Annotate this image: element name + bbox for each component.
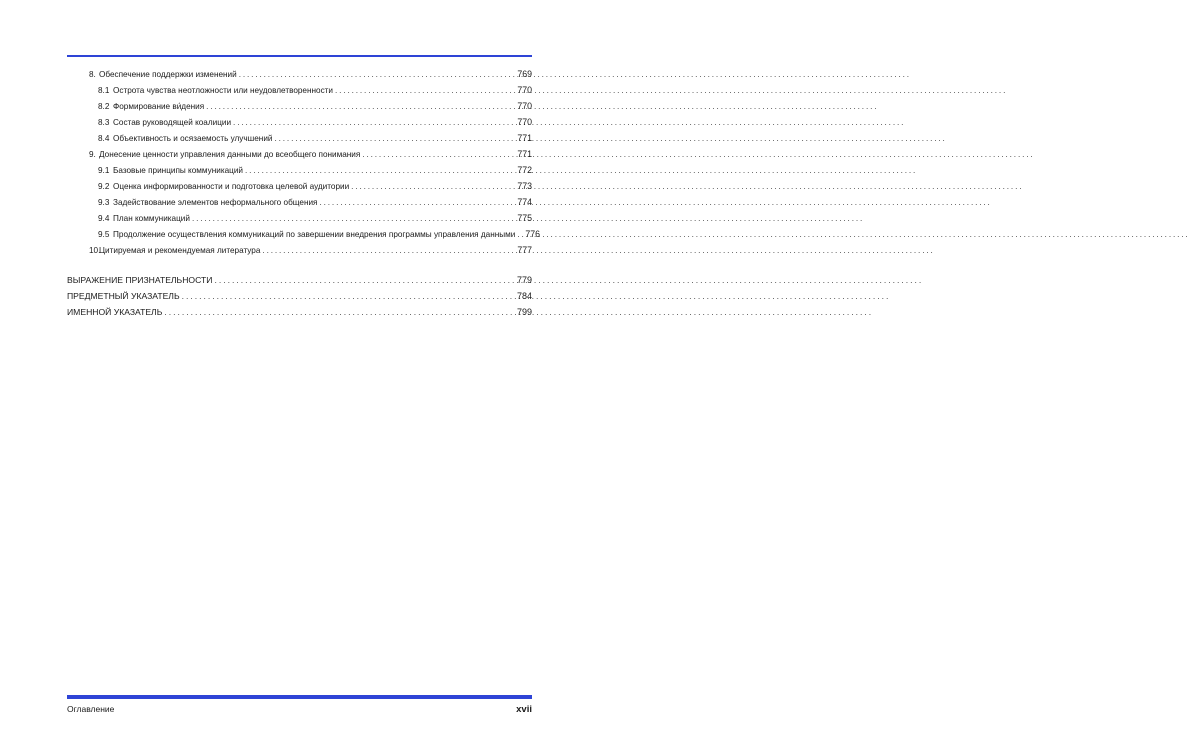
toc-entry-title: Формирование ви́дения bbox=[113, 102, 205, 111]
toc-entry[interactable] bbox=[67, 146, 532, 162]
footer-rule bbox=[67, 695, 532, 699]
leader-dots bbox=[192, 211, 515, 227]
toc-entry-number: 8.3 bbox=[98, 118, 110, 127]
toc-entry-page: 775 bbox=[517, 213, 532, 223]
toc-entry-number: 9.4 bbox=[98, 214, 110, 223]
leader-dots bbox=[233, 115, 515, 131]
toc-entry-number: 9.2 bbox=[98, 182, 110, 191]
toc-entry-title: Острота чувства неотложности или неудовлетворенности bbox=[113, 86, 334, 95]
toc-entry-page: 784 bbox=[516, 291, 532, 301]
toc-entry-title: План коммуникаций bbox=[113, 214, 190, 223]
leader-dots bbox=[245, 163, 515, 179]
toc-entry-page: 777 bbox=[517, 245, 532, 255]
toc-entry-page: 774 bbox=[517, 197, 532, 207]
toc-entry-page: 769 bbox=[517, 69, 532, 79]
toc-entry-title: Состав руководящей коалиции bbox=[113, 118, 232, 127]
toc-entry-page: 771 bbox=[517, 149, 532, 159]
leader-dots bbox=[182, 288, 515, 304]
toc-entry[interactable] bbox=[67, 226, 541, 242]
toc-entry[interactable] bbox=[67, 210, 532, 226]
toc-spacer bbox=[67, 258, 532, 272]
toc-entry-page: 771 bbox=[517, 133, 532, 143]
toc-entry[interactable] bbox=[67, 114, 532, 130]
toc-entry-title: Базовые принципы коммуникаций bbox=[113, 166, 243, 175]
toc-back-matter-entry[interactable] bbox=[67, 288, 532, 304]
toc-entry-number: 8.4 bbox=[98, 134, 110, 143]
toc-entry-title: ПРЕДМЕТНЫЙ УКАЗАТЕЛЬ bbox=[67, 291, 180, 301]
toc-entry-number: 9. bbox=[89, 150, 96, 159]
footer-page-number: xvii bbox=[516, 704, 532, 715]
toc-entry[interactable] bbox=[67, 194, 532, 210]
toc-entry-number: 9.1 bbox=[98, 166, 110, 175]
toc-entry-page: 799 bbox=[516, 307, 532, 317]
leader-dots bbox=[319, 195, 515, 211]
leader-dots bbox=[206, 99, 515, 115]
toc-entry-page: 770 bbox=[517, 101, 532, 111]
toc-entry[interactable] bbox=[67, 130, 532, 146]
toc-entry-number: 8.1 bbox=[98, 86, 110, 95]
toc-entry[interactable] bbox=[67, 82, 532, 98]
leader-dots bbox=[262, 243, 515, 259]
toc-entry-number: 9.3 bbox=[98, 198, 110, 207]
toc-entry-number: 8. bbox=[89, 70, 96, 79]
toc-entry[interactable] bbox=[67, 162, 532, 178]
toc-entry-number: 9.5 bbox=[98, 230, 110, 239]
leader-dots bbox=[239, 67, 516, 83]
toc-back-matter-entry[interactable] bbox=[67, 272, 532, 288]
toc-back-matter-entry[interactable] bbox=[67, 304, 532, 320]
leader-dots bbox=[214, 272, 515, 288]
toc-entry[interactable] bbox=[67, 98, 532, 114]
toc-entry-page: 770 bbox=[517, 85, 532, 95]
header-rule bbox=[67, 55, 532, 57]
toc-entry-page: 772 bbox=[517, 165, 532, 175]
leader-dots bbox=[164, 304, 515, 320]
toc-entry[interactable] bbox=[67, 242, 532, 258]
toc-entry-title: Донесение ценности управления данными до всеобщего понимания bbox=[99, 150, 361, 159]
toc-entry-page: 773 bbox=[517, 181, 532, 191]
toc-entry-number: 8.2 bbox=[98, 102, 110, 111]
toc-entry-title: Оценка информированности и подготовка целевой аудитории bbox=[113, 182, 350, 191]
toc-entry-page: 776 bbox=[525, 229, 541, 239]
toc-entry-page: 779 bbox=[516, 275, 532, 285]
leader-dots bbox=[362, 147, 515, 163]
page-footer bbox=[67, 704, 532, 715]
toc-entry-title: Объективность и осязаемость улучшений bbox=[113, 134, 273, 143]
toc-entry-title: Обеспечение поддержки изменений bbox=[99, 70, 237, 79]
toc-entry[interactable] bbox=[67, 66, 532, 82]
toc-entry-page: 770 bbox=[517, 117, 532, 127]
footer-section-title: Оглавление bbox=[67, 704, 115, 714]
leader-dots bbox=[274, 131, 515, 147]
toc-entry-title: Задействование элементов неформального общения bbox=[113, 198, 318, 207]
leader-dots bbox=[335, 83, 515, 99]
table-of-contents bbox=[67, 66, 541, 320]
toc-entry-number: 10. bbox=[89, 246, 101, 255]
leader-dots bbox=[517, 227, 523, 243]
toc-entry-title: Продолжение осуществления коммуникаций по завершении внедрения программы управления данными bbox=[113, 230, 516, 239]
toc-entry[interactable] bbox=[67, 178, 532, 194]
toc-entry-title: Цитируемая и рекомендуемая литература bbox=[99, 246, 261, 255]
toc-entry-title: ВЫРАЖЕНИЕ ПРИЗНАТЕЛЬНОСТИ bbox=[67, 275, 213, 285]
leader-dots bbox=[351, 179, 515, 195]
toc-entry-title: ИМЕННОЙ УКАЗАТЕЛЬ bbox=[67, 307, 163, 317]
